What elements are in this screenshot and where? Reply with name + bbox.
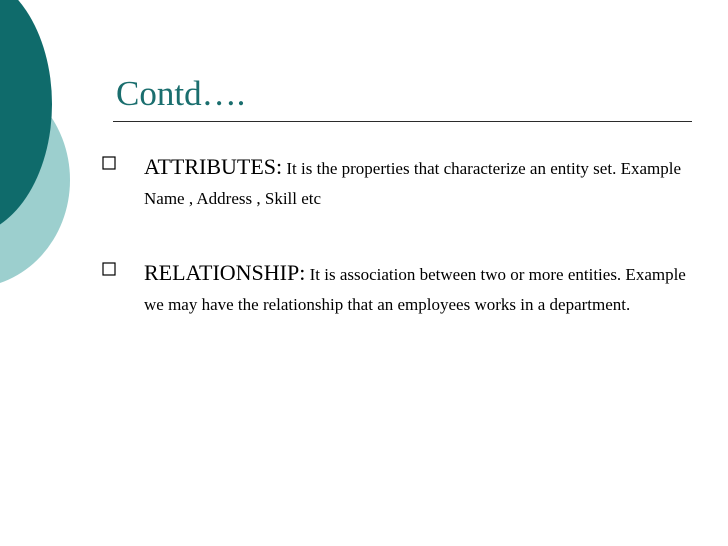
hollow-square-icon [102,156,116,170]
bullet-term: ATTRIBUTES: [144,154,283,179]
bullet-relationship [102,258,692,320]
hollow-square-icon [102,262,116,276]
bullet-body: It is association between two or more entities. Example we may have the relationship that an employees works in a department. [144,265,686,314]
slide-title: Contd…. [116,74,246,113]
bullet-text [144,152,692,214]
bullet-attributes [102,152,692,214]
decorative-circles [0,0,80,300]
bullet-body: It is the properties that characterize an entity set. Example Name , Address , Skill etc [144,159,681,208]
bullet-term: RELATIONSHIP: [144,260,306,285]
title-divider [113,121,692,122]
bullet-text [144,258,692,320]
